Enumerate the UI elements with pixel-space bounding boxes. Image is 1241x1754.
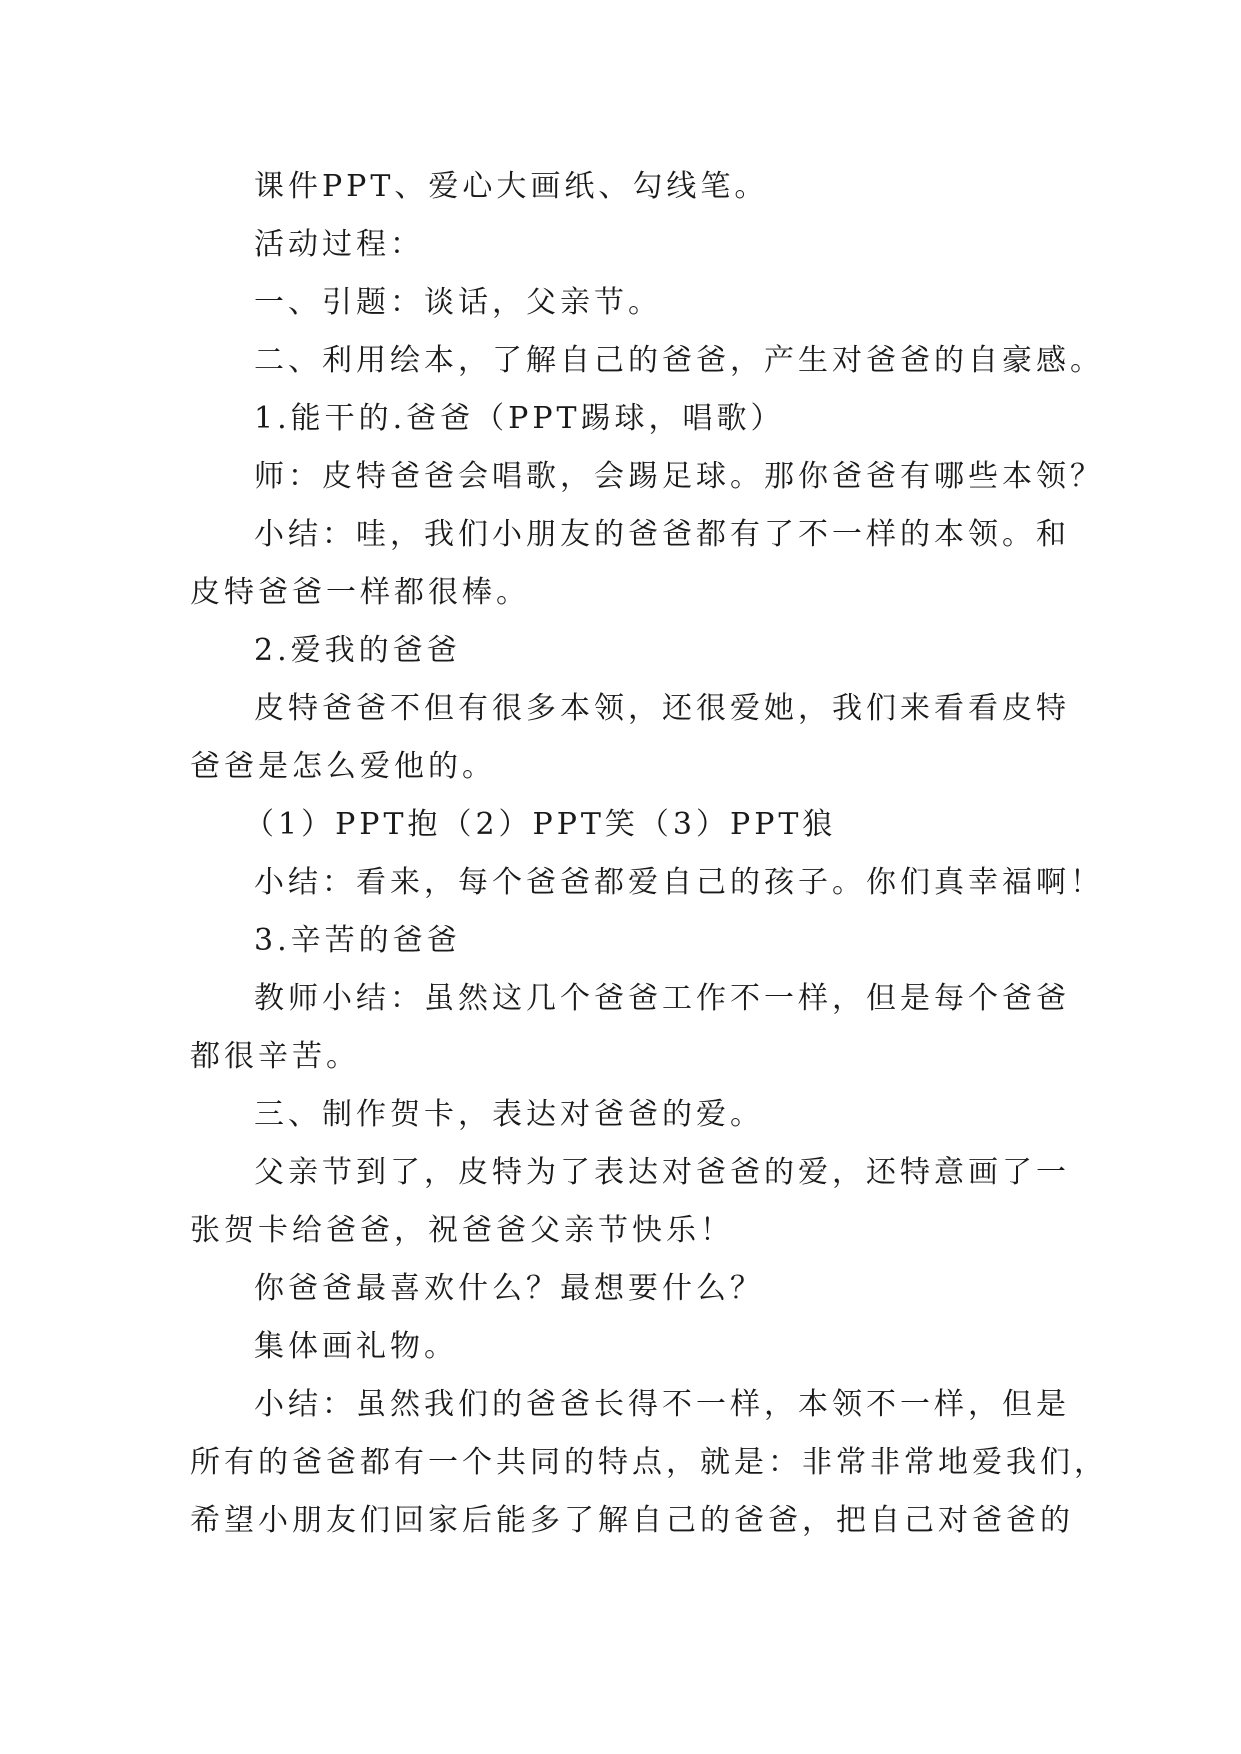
text-line: 小结：虽然我们的爸爸长得不一样，本领不一样，但是 xyxy=(254,1387,1070,1422)
text-line: 二、利用绘本，了解自己的爸爸，产生对爸爸的自豪感。 xyxy=(254,343,1104,378)
text-line: 希望小朋友们回家后能多了解自己的爸爸，把自己对爸爸的 xyxy=(190,1503,1074,1538)
text-line: 张贺卡给爸爸，祝爸爸父亲节快乐！ xyxy=(190,1213,734,1248)
text-line: 一、引题：谈话，父亲节。 xyxy=(254,285,662,320)
document-body xyxy=(190,158,1108,1550)
text-line: 皮特爸爸不但有很多本领，还很爱她，我们来看看皮特 xyxy=(254,691,1070,726)
text-line: 课件PPT、爱心大画纸、勾线笔。 xyxy=(254,169,769,204)
text-line: （1）PPT抱（2）PPT笑（3）PPT狼 xyxy=(244,807,837,842)
text-line: 三、制作贺卡，表达对爸爸的爱。 xyxy=(254,1097,764,1132)
text-line: 小结：哇，我们小朋友的爸爸都有了不一样的本领。和 xyxy=(254,517,1070,552)
text-line: 师：皮特爸爸会唱歌，会踢足球。那你爸爸有哪些本领？ xyxy=(254,459,1104,494)
text-line: 活动过程： xyxy=(254,227,424,262)
text-line: 爸爸是怎么爱他的。 xyxy=(190,749,496,784)
text-line: 1.能干的.爸爸（PPT踢球，唱歌） xyxy=(254,401,785,436)
text-line: 都很辛苦。 xyxy=(190,1039,360,1074)
text-line: 2.爱我的爸爸 xyxy=(254,633,461,668)
text-line: 小结：看来，每个爸爸都爱自己的孩子。你们真幸福啊！ xyxy=(254,865,1104,900)
text-line: 集体画礼物。 xyxy=(254,1329,458,1364)
text-line: 父亲节到了，皮特为了表达对爸爸的爱，还特意画了一 xyxy=(254,1155,1070,1190)
text-line: 皮特爸爸一样都很棒。 xyxy=(190,575,530,610)
text-line: 你爸爸最喜欢什么？最想要什么？ xyxy=(254,1271,764,1306)
text-line: 教师小结：虽然这几个爸爸工作不一样，但是每个爸爸 xyxy=(254,981,1070,1016)
text-line: 所有的爸爸都有一个共同的特点，就是：非常非常地爱我们， xyxy=(190,1445,1108,1480)
text-line: 3.辛苦的爸爸 xyxy=(254,923,461,958)
